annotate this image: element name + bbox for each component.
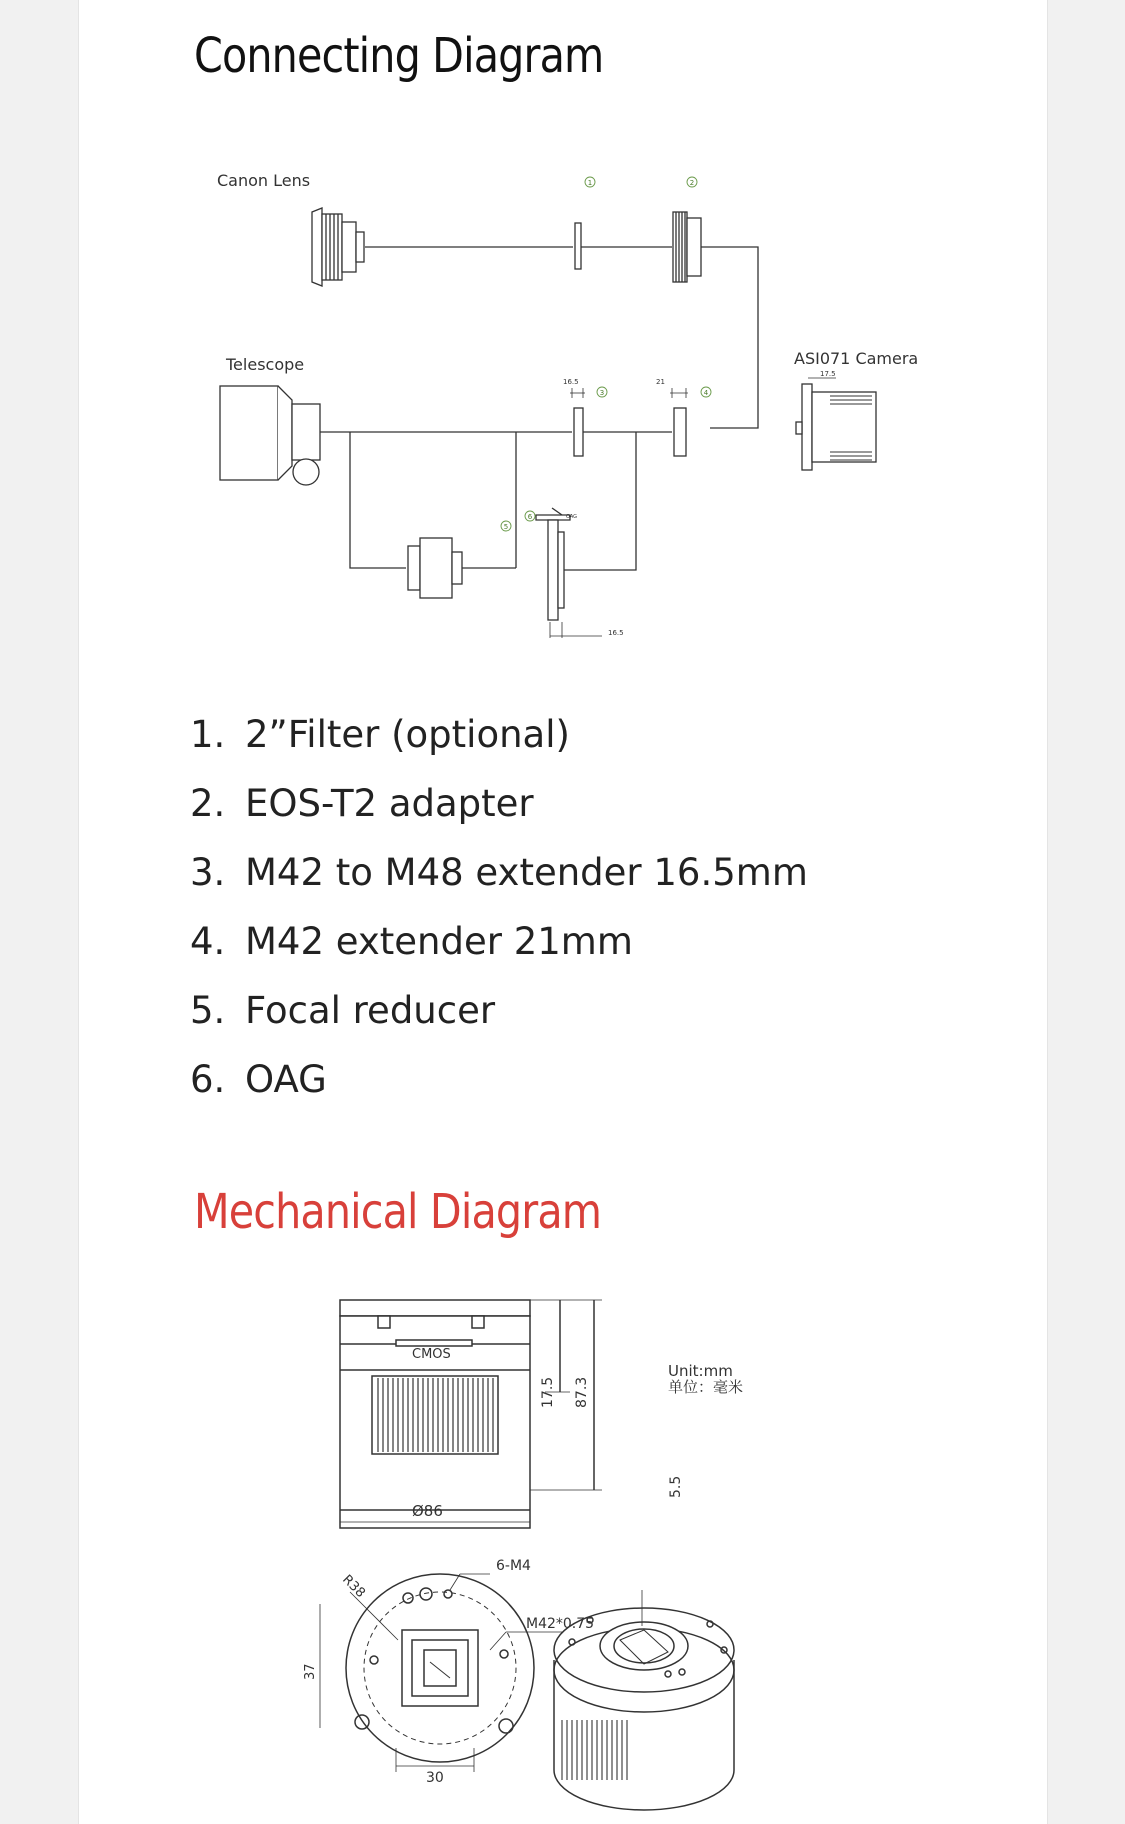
list-item: 5. Focal reducer — [190, 989, 496, 1032]
dim-87-3: 87.3 — [574, 1376, 590, 1408]
camera-front-view — [346, 1574, 534, 1762]
extender-21-drawing — [674, 408, 686, 456]
oag-label: OAG — [566, 514, 578, 520]
radius-label: R38 — [339, 1572, 368, 1601]
canon-lens-label: Canon Lens — [217, 171, 311, 190]
camera-label: ASI071 Camera — [794, 349, 919, 368]
dim-30: 30 — [426, 1770, 444, 1786]
mechanical-diagram — [290, 1280, 810, 1824]
list-item: 1. 2”Filter (optional) — [190, 713, 570, 756]
callout-2: 2 — [689, 179, 695, 187]
dim-17-5: 17.5 — [820, 370, 836, 378]
list-item: 3. M42 to M48 extender 16.5mm — [190, 851, 808, 894]
unit-en-label: Unit:mm — [668, 1362, 733, 1380]
camera-side-view — [340, 1300, 530, 1528]
parts-list — [190, 700, 808, 1114]
callout-3: 3 — [599, 389, 605, 397]
camera-isometric-view — [554, 1608, 734, 1810]
connecting-diagram — [190, 160, 950, 660]
thread-label: M42*0.75 — [526, 1616, 595, 1632]
callout-6: 6 — [527, 513, 533, 521]
extender-16-5-drawing — [574, 408, 583, 456]
list-item: 4. M42 extender 21mm — [190, 920, 633, 963]
asi071-camera-drawing — [796, 384, 876, 470]
list-item: 6. OAG — [190, 1058, 327, 1101]
dim-37: 37 — [303, 1663, 318, 1680]
dim-21: 21 — [656, 378, 665, 386]
canon-lens-drawing — [312, 208, 364, 286]
connecting-diagram-heading: Connecting Diagram — [194, 28, 604, 84]
m4-label: 6-M4 — [496, 1558, 531, 1574]
callout-5: 5 — [503, 523, 509, 531]
telescope-drawing — [220, 386, 320, 485]
callout-1: 1 — [587, 179, 593, 187]
unit-cn-label: 单位：毫米 — [668, 1378, 744, 1396]
eos-t2-adapter-drawing — [673, 212, 701, 282]
mechanical-diagram-heading: Mechanical Diagram — [194, 1184, 602, 1240]
focal-reducer-drawing — [408, 538, 462, 598]
telescope-label: Telescope — [226, 355, 305, 374]
dim-5-5: 5.5 — [668, 1475, 684, 1498]
oag-drawing — [536, 508, 570, 620]
cmos-label: CMOS — [412, 1347, 451, 1362]
diameter-label: Ø86 — [412, 1502, 443, 1520]
callout-4: 4 — [703, 389, 709, 397]
list-item: 2. EOS-T2 adapter — [190, 782, 534, 825]
dim-16-5-bottom: 16.5 — [608, 629, 624, 637]
dim-17-5: 17.5 — [540, 1376, 556, 1408]
dim-16-5-top: 16.5 — [563, 378, 579, 386]
filter-drawing — [575, 223, 581, 269]
